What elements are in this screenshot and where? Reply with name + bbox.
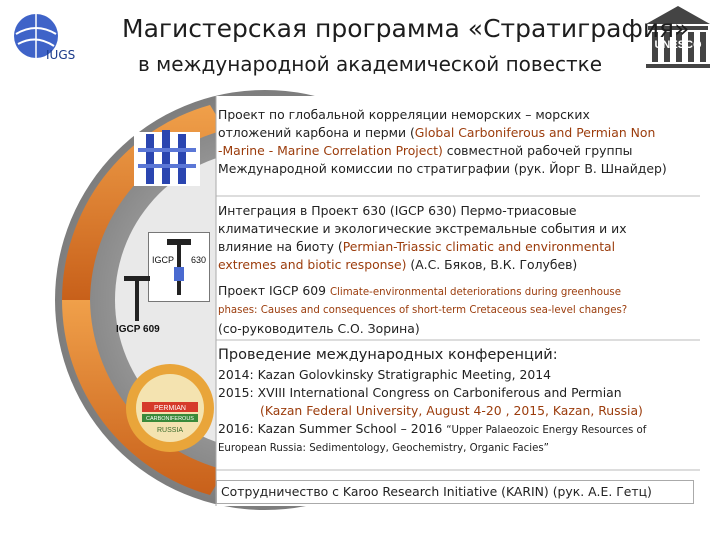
iugs-logo-text: IUGS [46, 48, 76, 62]
b3-line3: (со-руководитель С.О. Зорина) [218, 321, 420, 336]
b2-line2: климатические и экологические экстремальные события и их [218, 221, 627, 236]
block-igcp609 [218, 282, 698, 338]
conf-logo-text-3: RUSSIA [156, 427, 184, 434]
igcp630-label: IGCP [152, 255, 175, 265]
block-igcp630 [218, 202, 698, 274]
igcp609-logo [116, 274, 162, 338]
conf-logo-text-1: PERMIAN [154, 405, 186, 412]
b4-line4b: “Upper Palaeozoic Energy Resources of [446, 425, 647, 436]
b3-line1 [218, 282, 698, 302]
b1-line4 [218, 160, 698, 178]
b4-line3: (Kazan Federal University, August 4-20 , 2015, Kazan, Russia) [260, 403, 643, 418]
b5-line1a: Сотрудничество с [221, 484, 343, 499]
block-conferences [218, 346, 698, 458]
b2-line3b: Permian-Triassic climatic and environmental [342, 239, 616, 254]
b2-line4 [218, 256, 698, 274]
conf-logo-text-2: CARBONIFEROUS [146, 416, 194, 422]
karin-cooperation-box [216, 480, 694, 504]
conference-logo-icon [124, 362, 216, 454]
page-subtitle: в международной академической повестке [138, 52, 603, 76]
b1-line4a: Международной комиссии по стратиграфии [218, 161, 510, 176]
b4-line4 [218, 420, 698, 440]
b4-line2: 2015: XVIII International Congress on Carboniferous and Permian [218, 385, 622, 400]
b5-line1b: Karoo Research Initiative (KARIN) [342, 484, 549, 499]
b2-line3 [218, 238, 698, 256]
b4-line1: 2014: Kazan Golovkinsky Stratigraphic Meeting, 2014 [218, 367, 552, 382]
b1-line3a: -Marine - Marine Correlation Project) [218, 143, 443, 158]
block-carboniferous-project [218, 106, 698, 178]
b1-line1: Проект по глобальной корреляции неморских – морских [218, 107, 590, 122]
b2-line3a: влияние на биоту ( [218, 239, 343, 254]
b3-line2: phases: Causes and consequences of short-term Cretaceous sea-level changes? [218, 305, 628, 316]
b3-line1a: Проект IGCP 609 [218, 283, 330, 298]
igcp630-number: 630 [190, 255, 206, 265]
hammer-icon [165, 237, 193, 297]
b1-line3 [218, 142, 698, 160]
carboniferous-project-icon [132, 126, 202, 190]
hammer-icon [122, 274, 152, 322]
b3-line1b: Climate-environmental deteriorations during greenhouse [329, 287, 621, 298]
iugs-logo-icon [6, 4, 76, 74]
b2-line4a: extremes and biotic response) [218, 257, 407, 272]
b5-line1 [221, 483, 691, 501]
b1-line2 [218, 124, 698, 142]
b1-line4b: (рук. Йорг В. Шнайдер) [509, 161, 667, 176]
b1-line3b: совместной рабочей группы [442, 143, 633, 158]
igcp609-label: IGCP 609 [116, 324, 160, 335]
b2-line1: Интеграция в Проект 630 (IGCP 630) Пермо-триасовые [218, 203, 577, 218]
conferences-heading: Проведение международных конференций: [218, 347, 558, 363]
b1-line2a: отложений карбона и перми ( [218, 125, 415, 140]
page-title: Магистерская программа «Стратиграфия» [122, 14, 690, 43]
b2-line4b: (А.С. Бяков, В.К. Голубев) [406, 257, 578, 272]
unesco-logo-text: UNESCO [654, 39, 702, 51]
b4-line5: European Russia: Sedimentology, Geochemistry, Organic Facies” [218, 443, 549, 454]
b1-line2b: Global Carboniferous and Permian Non [414, 125, 656, 140]
b5-line1c: (рук. А.Е. Гетц) [548, 484, 652, 499]
b4-line4a: 2016: Kazan Summer School – 2016 [218, 421, 447, 436]
